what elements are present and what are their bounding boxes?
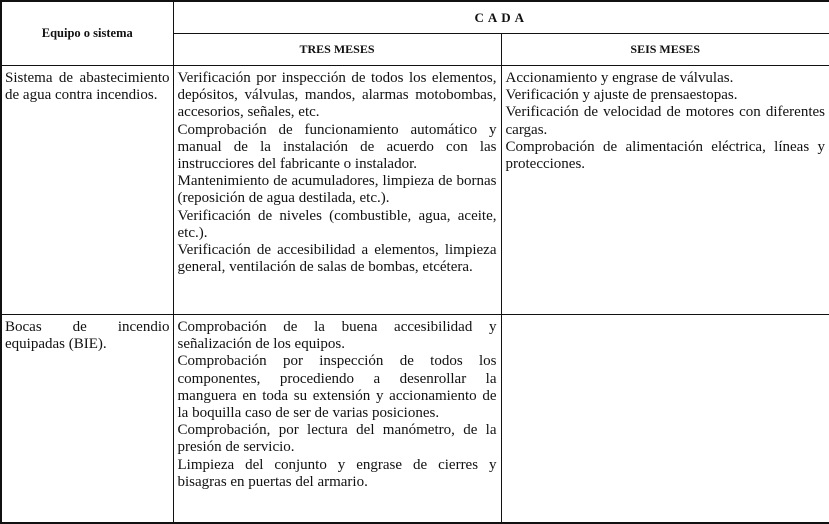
task-item: Limpieza del conjunto y engrase de cierres y bisagras en puertas del armario. (177, 456, 497, 490)
task-item: Verificación de niveles (combustible, agua, aceite, etc.). (177, 207, 497, 241)
task-item: Verificación por inspección de todos los elementos, depósitos, válvulas, mandos, alarmas motobombas, accesorios, señales, etc. (177, 70, 497, 121)
table-row (1, 315, 829, 524)
task-item: Accionamiento y engrase de válvulas. (505, 70, 734, 86)
table-header (1, 1, 829, 66)
task-item: Verificación y ajuste de prensaestopas. (505, 87, 738, 104)
header-equipo-o-sistema: Equipo o sistema (1, 1, 173, 66)
system-cell (1, 66, 173, 315)
header-seis-meses: SEIS MESES (501, 34, 829, 66)
table-row (1, 66, 829, 315)
task-item: Comprobación de la buena accesibilidad y señalización de los equipos. (177, 319, 497, 353)
task-item: Comprobación por inspección de todos los componentes, procediendo a desenrollar la manguera en toda su extensión y accionamiento de la boquilla caso de ser de varias posiciones. (177, 353, 497, 422)
task-item: Comprobación de funcionamiento automático y manual de la instalación de acuerdo con las instrucciores del fabricante o instalador. (177, 121, 497, 173)
task-item: Mantenimiento de acumuladores, limpieza de bornas (reposición de agua destilada, etc.). (177, 173, 497, 207)
tres-meses-cell (173, 66, 501, 315)
system-cell (1, 315, 173, 524)
header-cada: CADA (173, 1, 829, 34)
seis-meses-cell (501, 315, 829, 524)
tres-meses-cell (173, 315, 501, 524)
task-item: Verificación de accesibilidad a elementos, limpieza general, ventilación de salas de bombas, etcétera. (177, 242, 497, 276)
task-item: Comprobación, por lectura del manómetro, de la presión de servicio. (177, 422, 497, 456)
header-tres-meses: TRES MESES (173, 34, 501, 66)
task-item: Verificación de velocidad de motores con diferentes cargas. (505, 104, 825, 138)
system-name: Bocas de incendio equipadas (BIE). (5, 319, 170, 353)
system-name: Sistema de abastecimiento de agua contra incendios. (5, 70, 170, 104)
seis-meses-cell (501, 66, 829, 315)
task-item: Comprobación de alimentación eléctrica, líneas y protecciones. (505, 138, 825, 173)
